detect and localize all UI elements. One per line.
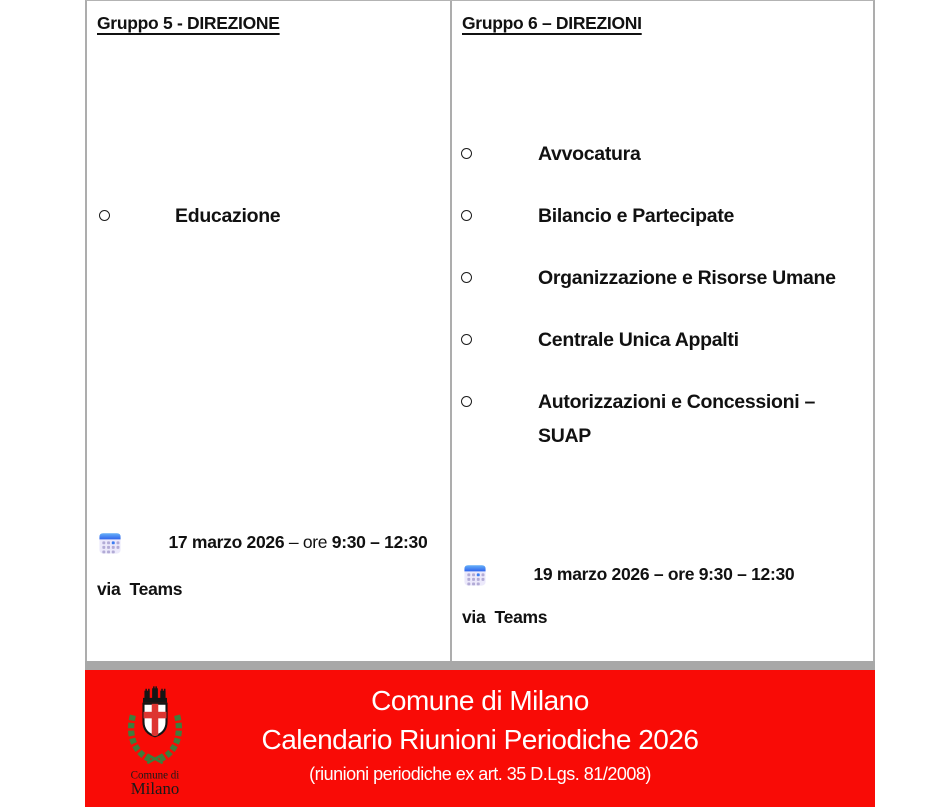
- direzione-name: Educazione: [175, 205, 281, 227]
- meeting-date-row: [462, 543, 794, 606]
- banner-title: Comune di Milano: [371, 685, 589, 716]
- banner-subtitle: Calendario Riunioni Periodiche 2026: [261, 724, 699, 755]
- banner-note: (riunioni periodiche ex art. 35 D.Lgs. 81/2008): [309, 764, 651, 784]
- direzione-name: Avvocatura: [538, 143, 641, 165]
- footer-banner: [85, 670, 875, 807]
- calendar-icon: [97, 530, 123, 556]
- meeting-date: 17 marzo 2026: [168, 532, 285, 552]
- table-bottom-separator: [85, 661, 875, 670]
- meeting-date-row: [97, 511, 427, 574]
- meeting-date: 19 marzo 2026 – ore 9:30 – 12:30: [533, 564, 795, 584]
- logo-wordmark-line2: Milano: [130, 778, 180, 798]
- banner-text-block: [85, 682, 875, 787]
- list-item: [461, 261, 870, 295]
- gruppo-5-header: Gruppo 5 - DIREZIONE: [97, 13, 280, 33]
- meeting-time: 9:30 – 12:30: [331, 532, 428, 552]
- direzione-name: Organizzazione e Risorse Umane: [538, 267, 836, 289]
- meetings-table: [85, 0, 875, 661]
- logo-wordmark-line1: Comune di: [130, 769, 180, 782]
- meeting-date-separator: – ore: [284, 532, 332, 552]
- circle-bullet-icon: [99, 210, 110, 221]
- list-item: [461, 323, 870, 357]
- list-item: [461, 199, 870, 233]
- gruppo-6-header: Gruppo 6 – DIREZIONI: [462, 13, 642, 33]
- calendar-icon: [462, 562, 488, 588]
- meeting-location: via Teams: [97, 579, 183, 599]
- circle-bullet-icon: [461, 334, 472, 345]
- list-item: [461, 385, 870, 453]
- direzione-name: Autorizzazioni e Concessioni – SUAP: [538, 391, 816, 447]
- table-cell-gruppo-6: [452, 1, 873, 661]
- circle-bullet-icon: [461, 272, 472, 283]
- direzioni-list: [461, 137, 870, 481]
- table-cell-gruppo-5: [87, 1, 452, 661]
- list-item: [461, 137, 870, 171]
- circle-bullet-icon: [461, 396, 472, 407]
- circle-bullet-icon: [461, 148, 472, 159]
- direzione-name: Bilancio e Partecipate: [538, 205, 735, 227]
- circle-bullet-icon: [461, 210, 472, 221]
- meeting-location: via Teams: [462, 607, 548, 627]
- direzione-name: Centrale Unica Appalti: [538, 329, 739, 351]
- list-item: [99, 199, 280, 233]
